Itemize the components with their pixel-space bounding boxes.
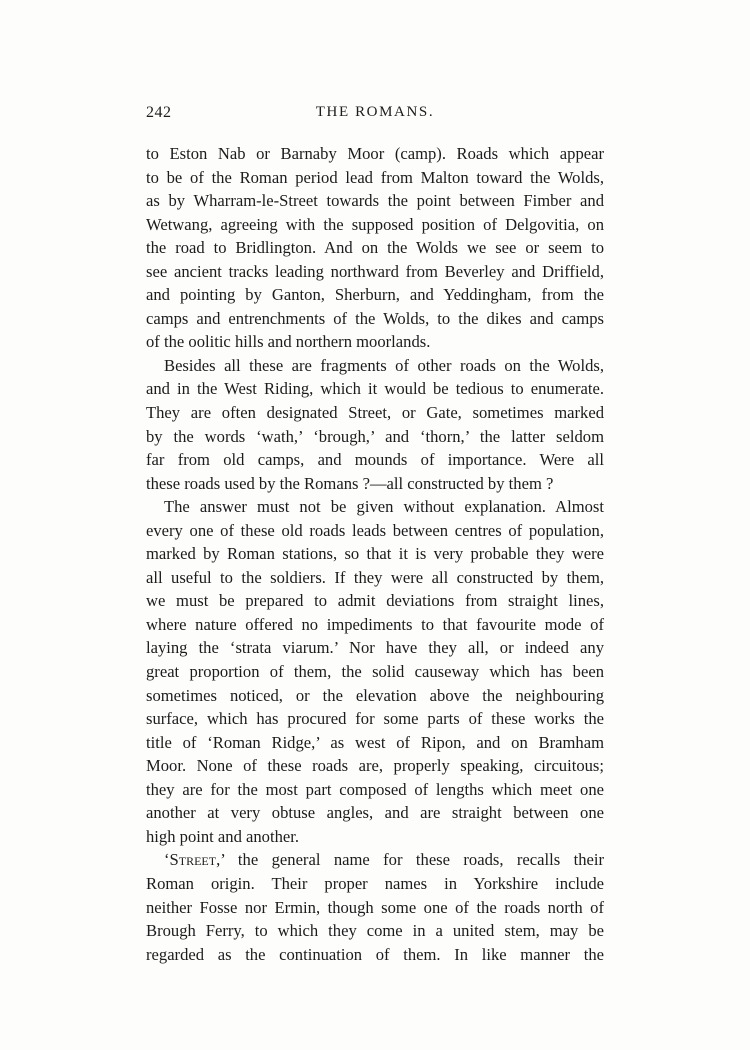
text-line: title of ‘Roman Ridge,’ as west of Ripon, and on Bramham [146,732,604,752]
text-line: Wetwang, agreeing with the supposed position of Delgovitia, on [146,214,604,234]
body-text [146,142,604,966]
text-line: The answer must not be given without explanation. Almost [164,497,604,517]
text-line: regarded as the continuation of them. In like manner the [146,944,604,964]
text-line: as by Wharram-le-Street towards the point between Fimber and [146,191,604,211]
text-line: every one of these old roads leads between centres of population, [146,520,604,540]
text-line: marked by Roman stations, so that it is very probable they were [146,544,604,564]
text-line: Moor. None of these roads are, properly speaking, circuitous; [146,756,604,776]
text-line: they are for the most part composed of lengths which meet one [146,779,604,799]
text-line: great proportion of them, the solid causeway which has been [146,662,604,682]
text-line: Besides all these are fragments of other roads on the Wolds, [164,355,604,375]
text-line: Roman origin. Their proper names in Yorkshire include [146,873,604,893]
text-line: all useful to the soldiers. If they were all constructed by them, [146,567,604,587]
text-line: we must be prepared to admit deviations from straight lines, [146,591,604,611]
page-number: 242 [146,104,172,121]
text-line: far from old camps, and mounds of importance. Were all [146,450,604,470]
text-line: another at very obtuse angles, and are straight between one [146,803,604,823]
text-line: where nature offered no impediments to that favourite mode of [146,614,604,634]
text-line: surface, which has procured for some parts of these works the [146,709,604,729]
text-line: camps and entrenchments of the Wolds, to the dikes and camps [146,308,604,328]
text-line: neither Fosse nor Ermin, though some one of the roads north of [146,897,604,917]
quote-mark: ‘ [164,850,170,870]
text-line: to Eston Nab or Barnaby Moor (camp). Roads which appear [146,144,604,163]
text-line: see ancient tracks leading northward from Beverley and Driffield, [146,261,604,281]
text-line: and pointing by Ganton, Sherburn, and Yeddingham, from the [146,285,604,305]
text-line: high point and another. [146,826,300,846]
text-line: these roads used by the Romans ?—all constructed by them ? [146,473,554,493]
text-line: the road to Bridlington. And on the Wolds we see or seem to [146,238,604,258]
small-caps-word: Street [169,850,217,870]
text-line: They are often designated Street, or Gate, sometimes marked [146,403,604,423]
text-line: Brough Ferry, to which they come in a united stem, may be [146,921,604,941]
text-line: and in the West Riding, which it would be tedious to enumerate. [146,379,604,399]
line-remainder: ,’ the general name for these roads, recalls their [216,850,604,870]
text-line: of the oolitic hills and northern moorlands. [146,332,431,352]
text-line: to be of the Roman period lead from Malton toward the Wolds, [146,167,604,187]
text-line: laying the ‘strata viarum.’ Nor have they all, or indeed any [146,638,604,658]
text-line [146,848,604,872]
page-header [146,104,604,130]
running-head: THE ROMANS. [315,104,435,120]
text-line: by the words ‘wath,’ ‘brough,’ and ‘thorn,’ the latter seldom [146,426,604,446]
text-line: sometimes noticed, or the elevation above the neighbouring [146,685,604,705]
